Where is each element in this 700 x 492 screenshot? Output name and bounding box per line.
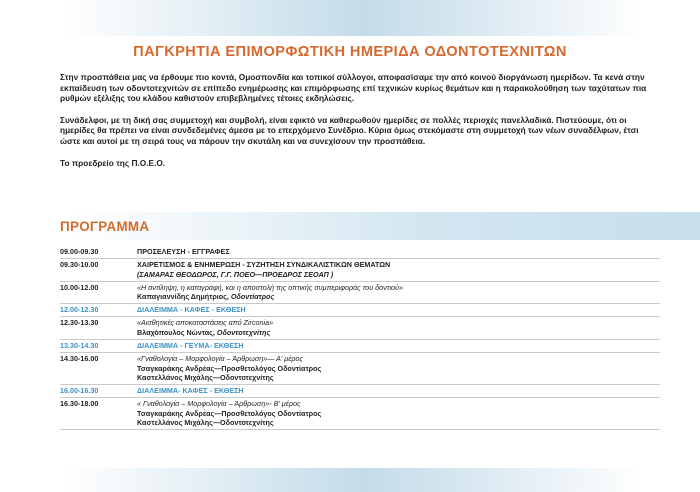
schedule-row xyxy=(60,246,660,259)
row-time: 09.00-09.30 xyxy=(60,247,99,256)
row-speaker: Καστελλάνος Μιχάλης—Οδοντοτεχνίτης xyxy=(137,373,274,383)
intro-paragraph-1: Στην προσπάθεια μας να έρθουμε πιο κοντά, Ομοσπονδία και τοπικοί σύλλογοι, αποφασίσαμε την από κοινού διοργάνωση ημερίδων. Τα κενά στην εκπαίδευση των οδοντοτεχνιτών σε επίπεδο ενημέρωσης και επιμόρφωσης επί τεχνικών κυρίως θεμάτων και η παρακολούθηση των ταχύτατων πια ρυθμών εξέλιξης του κλάδου καθιστούν επιβεβλημένες τέτοιες εκδηλώσεις. xyxy=(60,72,647,104)
row-title: ΔΙΑΛΕΙΜΜΑ - ΓΕΥΜΑ- ΕΚΘΕΣΗ xyxy=(137,340,244,350)
row-time: 12.00-12.30 xyxy=(60,305,99,315)
row-time: 16.30-18.00 xyxy=(60,399,99,409)
row-time: 09.30-10.00 xyxy=(60,260,99,270)
page-title: ΠΑΓΚΡΗΤΙΑ ΕΠΙΜΟΡΦΩΤΙΚΗ ΗΜΕΡΙΔΑ ΟΔΟΝΤΟΤΕΧΝΙΤΩΝ xyxy=(133,44,567,60)
row-title: ΔΙΑΛΕΙΜΜΑ - ΚΑΦΕΣ - ΕΚΘΕΣΗ xyxy=(137,305,246,315)
schedule-row xyxy=(60,353,660,385)
row-topic: «Η αντίληψη, η καταγραφή, και η αποστολή της οπτικής συμπεριφοράς του δοντιού» xyxy=(137,282,403,292)
row-time: 14.30-16.00 xyxy=(60,354,99,364)
row-topic: « Γναθολογία – Μορφολογία – Άρθρωση»- Β' μέρος xyxy=(137,399,301,409)
row-speaker: (ΣΑΜΑΡΑΣ ΘΕΟΔΩΡΟΣ, Γ.Γ. ΠΟΕΟ—ΠΡΟΕΔΡΟΣ ΣΕΟΑΠ ) xyxy=(137,269,334,279)
schedule-row-break xyxy=(60,385,660,398)
schedule-row xyxy=(60,398,660,430)
row-speaker: Καστελλάνος Μιχάλης—Οδοντοτεχνίτης xyxy=(137,418,274,428)
schedule-row-break xyxy=(60,340,660,353)
row-title: ΧΑΙΡΕΤΙΣΜΟΣ & ΕΝΗΜΕΡΩΣΗ - ΣΥΖΗΤΗΣΗ ΣΥΝΔΙΚΑΛΙΣΤΙΚΩΝ ΘΕΜΑΤΩΝ xyxy=(137,260,391,270)
row-time: 10.00-12.00 xyxy=(60,282,99,292)
schedule-table xyxy=(60,246,660,430)
bottom-gradient-band xyxy=(0,468,700,492)
intro-paragraph-2: Συνάδελφοι, με τη δική σας συμμετοχή και συμβολή, είναι εφικτό να καθιερωθούν ημερίδες σε πολλές περιοχές πανελλαδικά. Πιστεύουμε, ότι οι ημερίδες θα πρέπει να είναι συνδεδεμένες άμεσα με το επερχόμενο Συνέδριο. Κύρια όμως στεκόμαστε στη συμμετοχή των νέων συναδέλφων, έτσι ώστε και αυτοί με τη σειρά τους να πάρουν την σκυτάλη και να συνεχίσουν την προσπάθεια. xyxy=(60,114,639,146)
row-time: 16.00-16.30 xyxy=(60,386,99,396)
intro-signature: Το προεδρείο της Π.Ο.Ε.Ο. xyxy=(60,157,166,168)
row-title: ΠΡΟΣΕΛΕΥΣΗ - ΕΓΓΡΑΦΕΣ xyxy=(137,247,230,256)
row-topic: «Αισθητικές αποκαταστάσεις από Zirconia» xyxy=(137,318,274,328)
row-topic: «Γναθολογία – Μορφολογία – Άρθρωση»— Α' μέρος xyxy=(137,354,304,364)
row-speaker: Τσαγκαράκης Ανδρέας—Προσθετολόγος Οδοντίατρος xyxy=(137,363,322,373)
schedule-row xyxy=(60,282,660,305)
schedule-row xyxy=(60,317,660,340)
schedule-row xyxy=(60,259,660,282)
row-speaker: Τσαγκαράκης Ανδρέας—Προσθετολόγος Οδοντίατρος xyxy=(137,408,322,418)
row-title: ΔΙΑΛΕΙΜΜΑ- ΚΑΦΕΣ - ΕΚΘΕΣΗ xyxy=(137,386,244,396)
row-speaker: Βλαχόπουλος Νώντας, xyxy=(137,327,217,337)
top-gradient-band xyxy=(0,0,700,36)
row-speaker: Καπαγιαννίδης Δημήτριος, xyxy=(137,292,231,302)
row-time: 13.30-14.30 xyxy=(60,340,99,350)
row-speaker-role: Οδοντοτεχνίτης xyxy=(216,327,271,337)
schedule-row-break xyxy=(60,304,660,317)
intro-text xyxy=(60,72,650,179)
row-speaker-role: Οδοντίατρος xyxy=(230,292,275,302)
program-title: ΠΡΟΓΡΑΜΜΑ xyxy=(60,219,150,234)
row-time: 12.30-13.30 xyxy=(60,318,99,328)
